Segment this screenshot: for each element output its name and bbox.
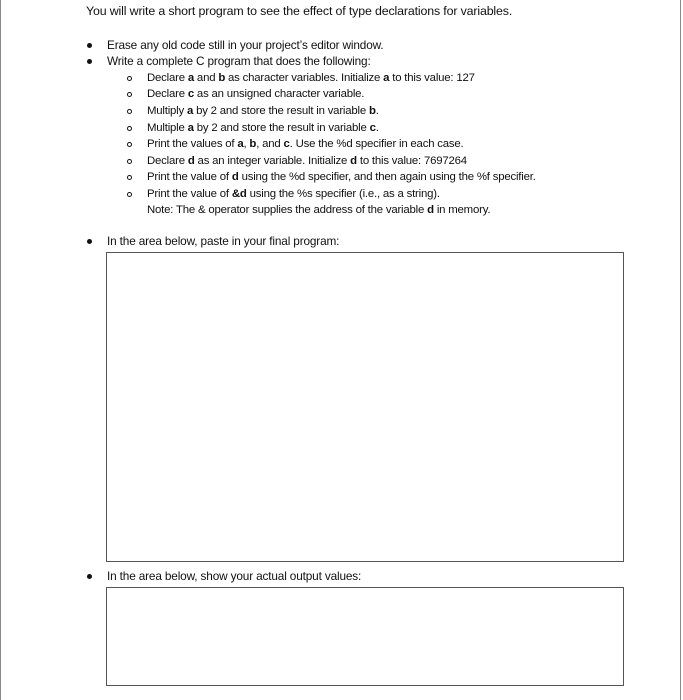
var-name: d	[350, 155, 357, 167]
var-name: b	[368, 105, 376, 117]
step-text: using the %s specifier (i.e., as a string).	[246, 188, 440, 200]
step-text: Declare	[147, 155, 188, 167]
bullet-dot	[87, 574, 92, 579]
bullet-paste	[107, 234, 339, 248]
bullet-erase	[107, 38, 383, 52]
bullet-dot	[87, 239, 92, 244]
var-name: c	[187, 88, 194, 100]
var-name: &d	[231, 188, 247, 200]
bullet-dot	[87, 43, 92, 48]
sub-bullet-ring	[127, 109, 132, 114]
bullet-output	[107, 569, 361, 583]
sub-bullet-ring	[127, 142, 132, 147]
var-name: c	[283, 138, 290, 150]
step-text: Multiple	[147, 122, 188, 134]
bullet-output-text: In the area below, show your actual output values:	[107, 569, 362, 583]
step-7	[147, 171, 536, 183]
step-text: , and	[256, 138, 284, 150]
var-name: b	[249, 138, 257, 150]
step-text: as an integer variable. Initialize	[194, 155, 351, 167]
sub-bullet-ring	[127, 192, 132, 197]
bullet-write	[107, 54, 371, 68]
step-8	[147, 188, 440, 200]
sub-bullet-ring	[127, 159, 132, 164]
step-text: .	[375, 105, 379, 117]
step-text: as an unsigned character variable.	[193, 88, 365, 100]
var-name: c	[369, 122, 376, 134]
var-name: d	[231, 171, 239, 183]
step-text: and	[193, 72, 219, 84]
step-text: Declare	[147, 88, 188, 100]
var-name: a	[383, 72, 390, 84]
step-text: . Use the %d specifier in each case.	[289, 138, 464, 150]
sub-bullet-ring	[127, 76, 132, 81]
note-line	[147, 204, 490, 216]
step-5	[147, 138, 464, 150]
bullet-dot	[87, 59, 92, 64]
step-1	[147, 72, 475, 84]
sub-bullet-ring	[127, 92, 132, 97]
step-3	[147, 105, 379, 117]
note-text: Note: The & operator supplies the address of the variable	[147, 204, 428, 216]
note-text: in memory.	[433, 204, 491, 216]
step-text: to this value: 7697264	[356, 155, 467, 167]
step-text: Print the value of	[147, 188, 232, 200]
step-text: to this value: 127	[389, 72, 475, 84]
sub-bullet-ring	[127, 126, 132, 131]
step-6	[147, 155, 467, 167]
var-name: a	[187, 122, 194, 134]
intro-text: You will write a short program to see the effect of type declarations for variables.	[86, 4, 513, 18]
sub-bullet-ring	[127, 175, 132, 180]
step-text: by 2 and store the result in variable	[193, 122, 370, 134]
step-text: Print the values of	[147, 138, 238, 150]
step-text: by 2 and store the result in variable	[193, 105, 369, 117]
step-text: ,	[243, 138, 250, 150]
step-text: using the %d specifier, and then again using the %f specifier.	[238, 171, 536, 183]
step-2	[147, 88, 364, 100]
step-text: Multiply	[147, 105, 187, 117]
bullet-write-text: Write a complete C program that does the following:	[107, 54, 371, 68]
var-name: a	[186, 105, 194, 117]
var-name: d	[427, 204, 434, 216]
step-text: .	[375, 122, 379, 134]
step-4	[147, 122, 379, 134]
step-text: Declare	[147, 72, 188, 84]
bullet-erase-text: Erase any old code still in your project’s editor window.	[107, 38, 384, 52]
step-text: as character variables. Initialize	[225, 72, 384, 84]
var-name: a	[187, 72, 194, 84]
step-text: Print the value of	[147, 171, 232, 183]
output-answer-box[interactable]	[106, 587, 624, 686]
var-name: a	[237, 138, 244, 150]
bullet-paste-text: In the area below, paste in your final program:	[107, 234, 340, 248]
var-name: d	[187, 155, 195, 167]
program-answer-box[interactable]	[106, 252, 624, 562]
var-name: b	[218, 72, 226, 84]
